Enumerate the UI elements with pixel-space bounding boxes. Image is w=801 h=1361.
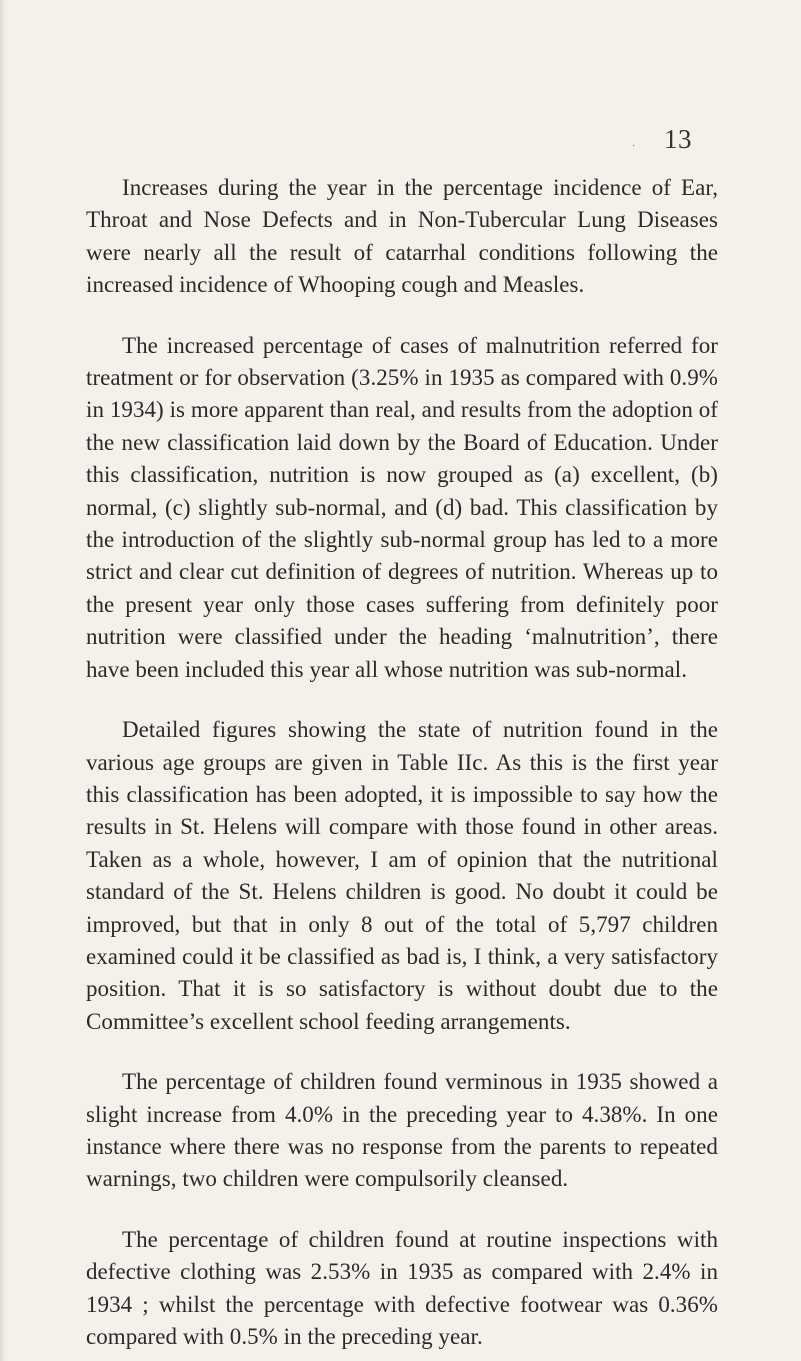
paragraph-ent-defects: Increases during the year in the percentage incidence of Ear, Throat and Nose Defects and in Non-Tubercular Lung Diseases were nearly all the result of catarrhal conditions following the increased incidence of Whooping cough and Measles.: [86, 175, 718, 298]
paragraph-malnutrition: The increased percentage of cases of malnutrition referred for treatment or for observation (3.25% in 1935 as compared with 0.9% in 1934) is more apparent than real, and results from the adoption of the new classification laid down by the Board of Education. Under this classification, nutrition is now grouped as (a) excellent, (b) normal, (c) slightly sub-normal, and (d) bad. This classification by the introduction of the slightly sub-normal group has led to a more strict and clear cut definition of degrees of nutrition. Whereas up to the present year only those cases suffering from definitely poor nutrition were classified under the heading ‘malnutrition’, there have been included this year all whose nutrition was sub-normal.: [86, 332, 718, 682]
paragraph-clothing-footwear: The percentage of children found at routine inspections with defective clothing was 2.53% in 1935 as compared with 2.4% in 1934 ; whilst the percentage with defective footwear was 0.36% compared with 0.5% in the preceding year.: [86, 1226, 718, 1349]
page-mark-dot: ·: [632, 141, 636, 152]
paragraph-verminous: The percentage of children found verminous in 1935 showed a slight increase from 4.0% in the preceding year to 4.38%. In one instance where there was no response from the parents to repeated warnings, two children were compulsorily cleansed.: [86, 1069, 718, 1192]
page-number: 13: [664, 124, 692, 154]
scan-edge-shadow: [0, 0, 6, 1361]
body-text: [86, 172, 718, 1353]
paragraph-nutrition-figures: Detailed figures showing the state of nutrition found in the various age groups are given in Table IIc. As this is the first year this classification has been adopted, it is impossible to say how the results in St. Helens will compare with those found in other areas. Taken as a whole, however, I am of opinion that the nutritional standard of the St. Helens children is good. No doubt it could be improved, but that in only 8 out of the total of 5,797 children examined could it be classified as bad is, I think, a very satisfactory position. That it is so satisfactory is without doubt due to the Committee’s excellent school feeding arrangements.: [86, 717, 718, 1034]
